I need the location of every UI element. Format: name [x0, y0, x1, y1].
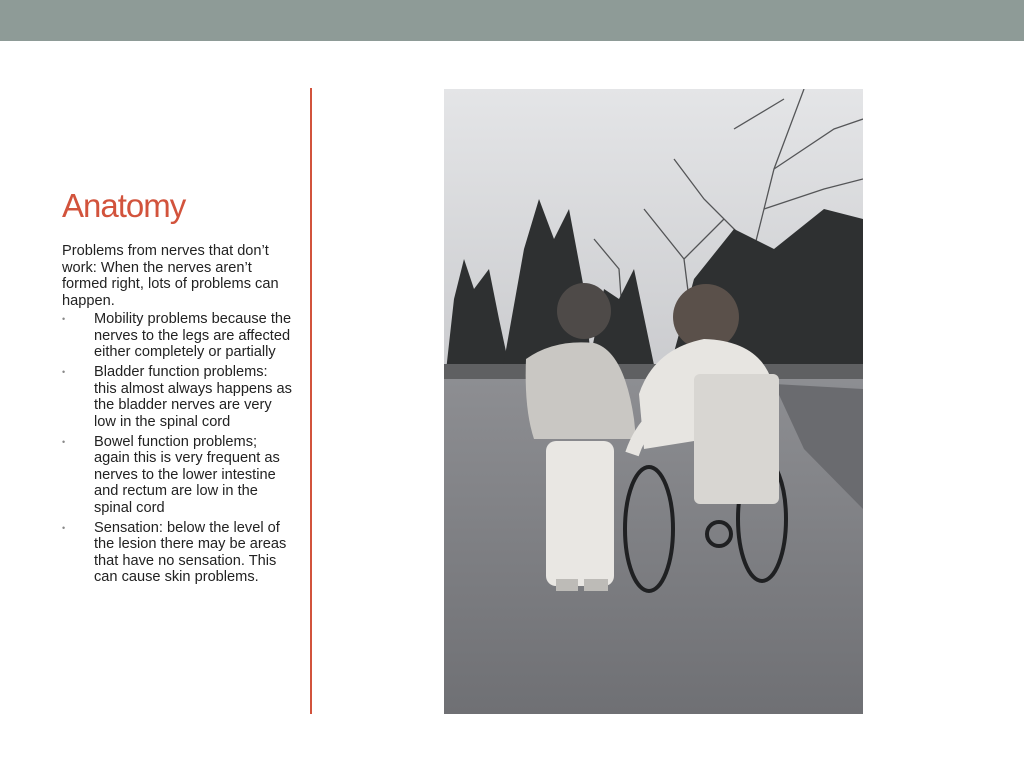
bullet-text: Bladder function problems: this almost always happens as the bladder nerves are very low in the spinal cord — [94, 364, 292, 430]
bullet-item — [62, 364, 292, 430]
intro-paragraph: Problems from nerves that don’t work: When the nerves aren’t formed right, lots of problems can happen. — [62, 243, 279, 309]
bullet-item — [62, 311, 292, 361]
vertical-divider — [310, 88, 312, 714]
bullet-icon: • — [62, 436, 66, 447]
slide-body — [62, 243, 292, 589]
bullet-icon: • — [62, 314, 66, 324]
bullet-item — [62, 520, 292, 586]
bullet-text: Mobility problems because the nerves to the legs are affected either completely or partially — [94, 311, 292, 360]
photo-illustration — [444, 89, 863, 714]
slide-title: Anatomy — [62, 187, 186, 224]
bullet-icon: • — [62, 367, 66, 377]
photo-children-wheelchair — [444, 89, 863, 714]
bullet-list — [62, 311, 292, 586]
bullet-item — [62, 434, 292, 517]
bullet-text: Bowel function problems; again this is very frequent as nerves to the lower intestine and rectum are low in the spinal cord — [94, 433, 280, 516]
bullet-icon: • — [62, 522, 66, 533]
top-band — [0, 0, 1024, 41]
bullet-text: Sensation: below the level of the lesion there may be areas that have no sensation. This can cause skin problems. — [94, 519, 287, 585]
